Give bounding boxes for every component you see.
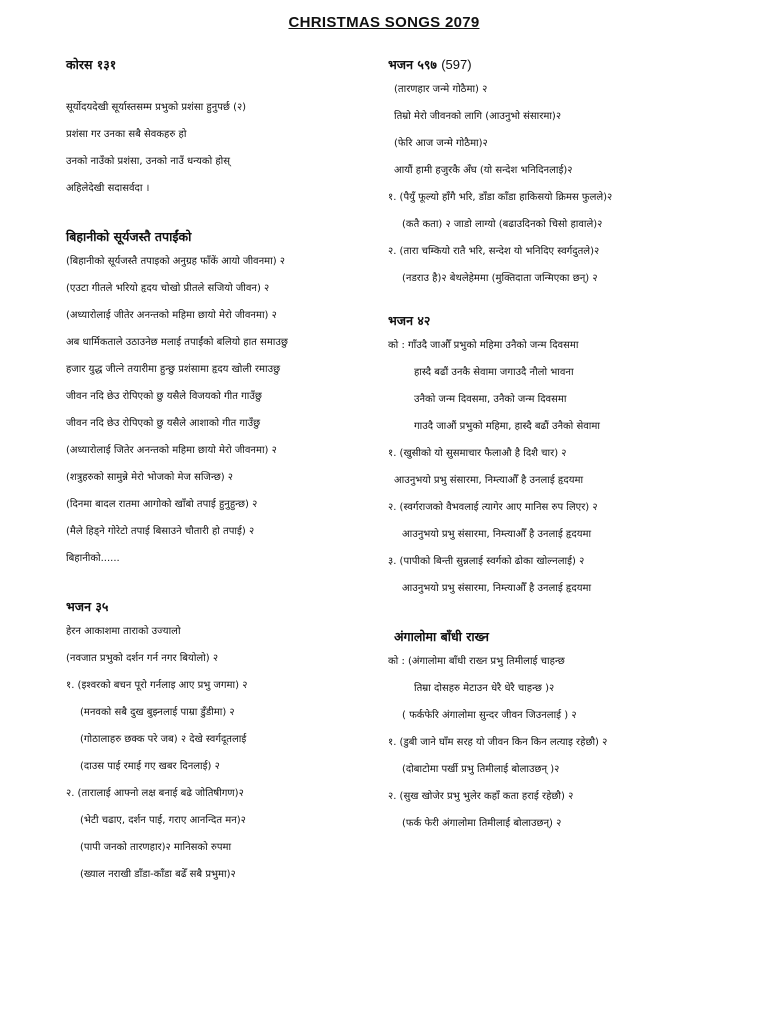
song-line: (दाउस पाई रमाई गए खबर दिनलाई) २ bbox=[80, 761, 220, 772]
song-line: उनको नाउँको प्रशंसा, उनको नाउँ धन्यको होस् bbox=[66, 156, 231, 167]
song-line: २. (सुख खोजेर प्रभु भुलेर कहाँ कता हराई रहेछौ) २ bbox=[388, 791, 574, 802]
left-column bbox=[66, 54, 366, 888]
song-line: २. (स्वर्गराजको वैभवलाई त्यागेर आए मानिस रुप लिएर) २ bbox=[388, 502, 598, 513]
embrace-heading: अंगालोमा बाँधी राख्न bbox=[394, 629, 489, 644]
song-line: (दिनमा बादल रातमा आगोको खाँबो तपाई हुनुहुन्छ) २ bbox=[66, 499, 258, 510]
song-line: १. (डुबी जाने घाँम सरह यो जीवन किन किन लत्याइ रहेछौ) २ bbox=[388, 737, 608, 748]
song-line: अहिलेदेखी सदासर्वदा । bbox=[66, 183, 150, 194]
song-line: (भेटी चढाए, दर्शन पाई, गराए आनन्दित मन)२ bbox=[80, 815, 246, 826]
song-line: १. (इश्वरको बचन पूरो गर्नलाइ आए प्रभु जगमा) २ bbox=[66, 680, 248, 691]
song-line: अब धार्मिकताले उठाउनेछ मलाई तपाईंको बलियो हात समाउछु bbox=[66, 337, 288, 348]
song-line: आयौं हामी हजुरकै अँघ (यो सन्देश भनिदिनलाई)२ bbox=[394, 165, 573, 176]
bhajan-42-heading: भजन ४२ bbox=[388, 313, 431, 328]
song-line: (एउटा गीतले भरियो हृदय चोखो प्रीतले सजियो जीवन) २ bbox=[66, 283, 270, 294]
song-line: २. (तारा चम्कियो रातै भरि, सन्देश यो भनिदिए स्वर्गदुतले)२ bbox=[388, 246, 600, 257]
song-line: १. (पैयुँ फूल्यो हाँगै भरि, डाँडा काँडा हाकिसयो क्रिमस फुलले)२ bbox=[388, 192, 613, 203]
song-line: (मनवको सबै दुख बुझ्नलाई पाम्रा डुँडीमा) २ bbox=[80, 707, 235, 718]
song-line: (अध्यारोलाई जितेर अनन्तको महिमा छायो मेरो जीवनमा) २ bbox=[66, 445, 277, 456]
song-line: (तारणहार जन्मे गोठैमा) २ bbox=[394, 84, 488, 95]
song-line: (नडराउ है)२ बेथलेहेममा (मुक्तिदाता जन्मिएका छन्) २ bbox=[402, 273, 598, 284]
song-line: आउनुभयो प्रभु संसारमा, निम्त्याऔँ है उनलाई हृदयमा bbox=[394, 475, 584, 486]
song-line: सूर्योदयदेखी सूर्यास्तसम्म प्रभुको प्रशंसा हुनुपर्छ (२) bbox=[66, 102, 247, 113]
song-line: हास्दै बढौं उनकै सेवामा जगाउदै नौलो भावना bbox=[414, 367, 574, 378]
song-line: को : (अंगालोमा बाँधी राख्न प्रभु तिमीलाई चाहन्छ bbox=[388, 656, 565, 667]
song-line: उनैको जन्म दिवसमा, उनैको जन्म दिवसमा bbox=[414, 394, 567, 405]
song-line: ( फर्कफेरि अंगालोमा सुन्दर जीवन जिउनलाई ) २ bbox=[402, 710, 577, 721]
song-line: (फेरि आज जन्मे गोठैमा)२ bbox=[394, 138, 488, 149]
song-line: (कतै कता) २ जाडो लाग्यो (बढाउदिनको चिसो हावाले)२ bbox=[402, 219, 603, 230]
song-line: आउनुभयो प्रभु संसारमा, निम्त्याऔँ है उनलाई हृदयमा bbox=[402, 529, 592, 540]
song-line: (फर्क फेरी अंगालोमा तिमीलाई बोलाउछन्) २ bbox=[402, 818, 562, 829]
song-line: गाउदै जाऔं प्रभुको महिमा, हास्दै बढौं उनैको सेवामा bbox=[414, 421, 600, 432]
morning-sun-heading: बिहानीको सूर्यजस्तै तपाईंको bbox=[66, 229, 192, 244]
song-line: (शत्रुहरुको सामुन्ने मेरो भोजको मेज सजिन्छ) २ bbox=[66, 472, 233, 483]
bhajan-35-heading: भजन ३५ bbox=[66, 599, 109, 614]
song-line: बिहानीको...... bbox=[66, 553, 120, 564]
song-line: (बिहानीको सूर्यजस्तै तपाइको अनुग्रह फाँकें आयो जीवनमा) २ bbox=[66, 256, 286, 267]
song-line: (मैले हिड्ने गोरेटो तपाई बिसाउने चौतारी हो तपाई) २ bbox=[66, 526, 255, 537]
song-line: (पापी जनको तारणहार)२ मानिसको रुपमा bbox=[80, 842, 232, 853]
song-line: (नवजात प्रभुको दर्शन गर्न नगर बियोलो) २ bbox=[66, 653, 219, 664]
song-line: हजार युद्ध जीत्ने तयारीमा हुन्छु प्रशंसामा हृदय खोली रमाउछु bbox=[66, 364, 281, 375]
song-line: (ख्याल नराखी डाँडा-काँडा बढेँ सबै प्रभुमा)२ bbox=[80, 869, 236, 880]
song-line: (गोठालाहरु छक्क परे जब) २ देखे स्वर्गदूतलाई bbox=[80, 734, 247, 745]
bhajan-597-heading-number: (597) bbox=[441, 57, 472, 72]
chorus-131-heading: कोरस १३१ bbox=[66, 57, 117, 72]
song-line: १. (खुसीको यो सुसमाचार फैलाऔ है दिशै चार) २ bbox=[388, 448, 567, 459]
song-line: हेरन आकाशमा ताराको उज्यालो bbox=[66, 626, 181, 637]
page-title: CHRISTMAS SONGS 2079 bbox=[288, 14, 480, 31]
right-column bbox=[388, 54, 728, 837]
bhajan-597-heading-text: भजन ५९७ bbox=[388, 57, 437, 72]
song-line: प्रशंसा गर उनका सबै सेवकहरु हो bbox=[66, 129, 187, 140]
song-line: को : गाँउदै जाऔँ प्रभुको महिमा उनैको जन्म दिवसमा bbox=[388, 340, 579, 351]
song-line: २. (तारालाई आफ्नो लक्ष बनाई बढे जोतिषीगण)२ bbox=[66, 788, 244, 799]
song-line: आउनुभयो प्रभु संसारमा, निम्त्याऔँ है उनलाई हृदयमा bbox=[402, 583, 592, 594]
song-line: (अध्यारोलाई जीतेर अनन्तको महिमा छायो मेरो जीवनमा) २ bbox=[66, 310, 277, 321]
song-line: (दोबाटोमा पर्खी प्रभु तिमीलाई बोलाउछन् )२ bbox=[402, 764, 560, 775]
song-line: तिम्रा दोसहरु मेटाउन धेरै धेरै चाहन्छ )२ bbox=[414, 683, 555, 694]
song-line: जीवन नदि छेउ रोपिएको छु यसैले आशाको गीत गाउँछु bbox=[66, 418, 261, 429]
song-line: जीवन नदि छेउ रोपिएको छु यसैले विजयको गीत गाउँछु bbox=[66, 391, 262, 402]
song-line: तिम्रो मेरो जीवनको लागि (आउनुभो संसारमा)२ bbox=[394, 111, 562, 122]
bhajan-597-heading bbox=[388, 54, 728, 76]
song-line: ३. (पापीको बिन्ती सुन्नलाई स्वर्गको ढोका खोल्नलाई) २ bbox=[388, 556, 585, 567]
